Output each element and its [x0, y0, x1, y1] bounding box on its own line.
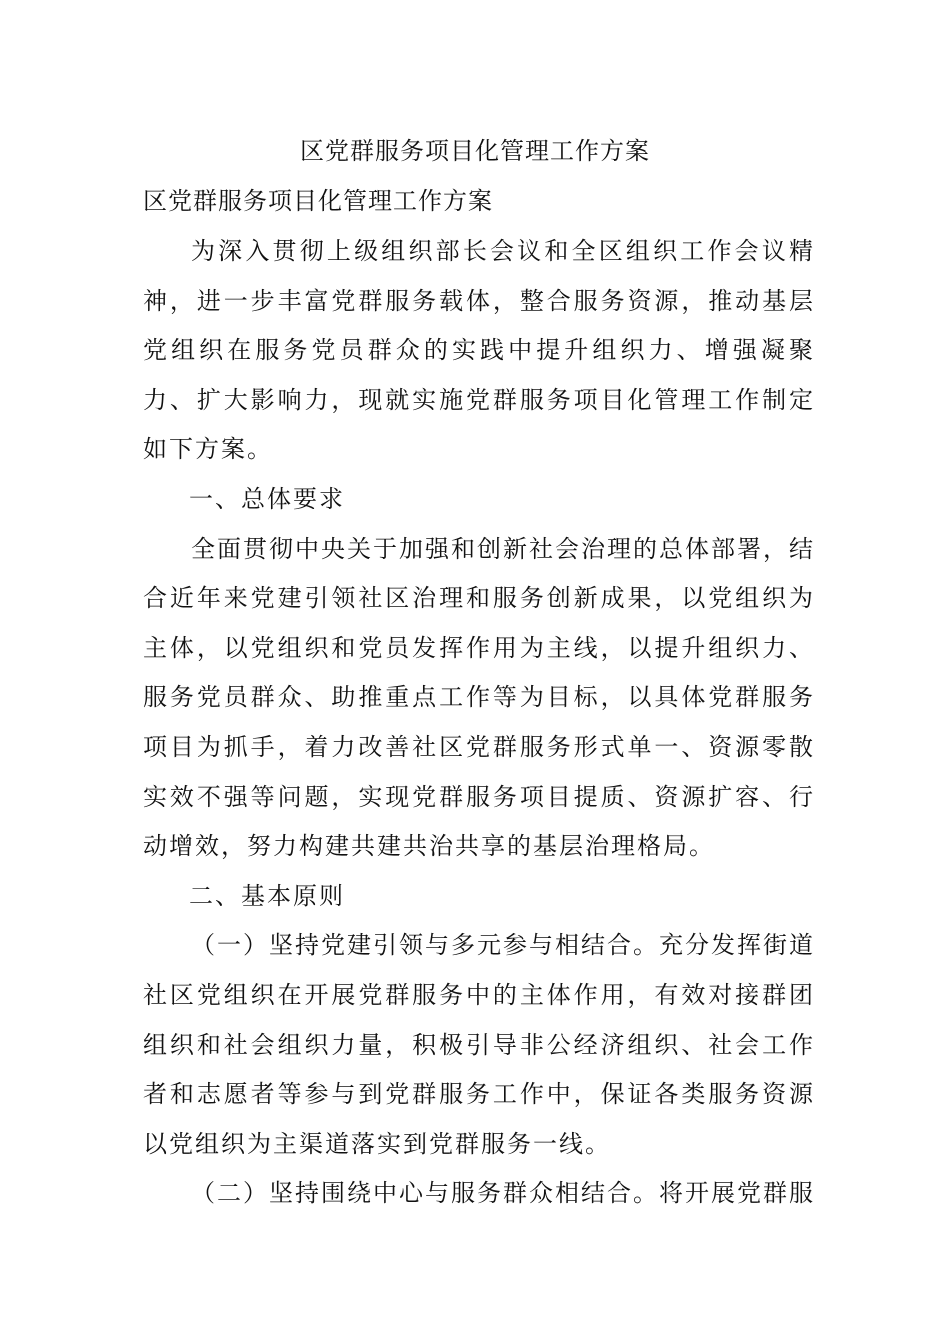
document-body: [143, 227, 815, 1219]
general-requirements-paragraph: 全面贯彻中央关于加强和创新社会治理的总体部署，结合近年来党建引领社区治理和服务创新成果，以党组织为主体，以党组织和党员发挥作用为主线，以提升组织力、服务党员群众、助推重点工作等为目标，以具体党群服务项目为抓手，着力改善社区党群服务形式单一、资源零散实效不强等问题，实现党群服务项目提质、资源扩容、行动增效，努力构建共建共治共享的基层治理格局。: [143, 534, 815, 861]
document-subtitle: 区党群服务项目化管理工作方案: [143, 187, 493, 215]
principle-1-paragraph: （一）坚持党建引领与多元参与相结合。充分发挥街道社区党组织在开展党群服务中的主体作用，有效对接群团组织和社会组织力量，积极引导非公经济组织、社会工作者和志愿者等参与到党群服务工作中，保证各类服务资源以党组织为主渠道落实到党群服务一线。: [143, 931, 815, 1158]
section-heading-basic-principles: 二、基本原则: [189, 881, 345, 910]
principle-2-paragraph: （二）坚持围绕中心与服务群众相结合。将开展党群服: [191, 1179, 815, 1208]
section-heading-general-requirements: 一、总体要求: [189, 484, 345, 513]
intro-paragraph: 为深入贯彻上级组织部长会议和全区组织工作会议精神，进一步丰富党群服务载体，整合服务资源，推动基层党组织在服务党员群众的实践中提升组织力、增强凝聚力、扩大影响力，现就实施党群服务项目化管理工作制定如下方案。: [143, 237, 815, 464]
document-title: 区党群服务项目化管理工作方案: [300, 137, 650, 165]
